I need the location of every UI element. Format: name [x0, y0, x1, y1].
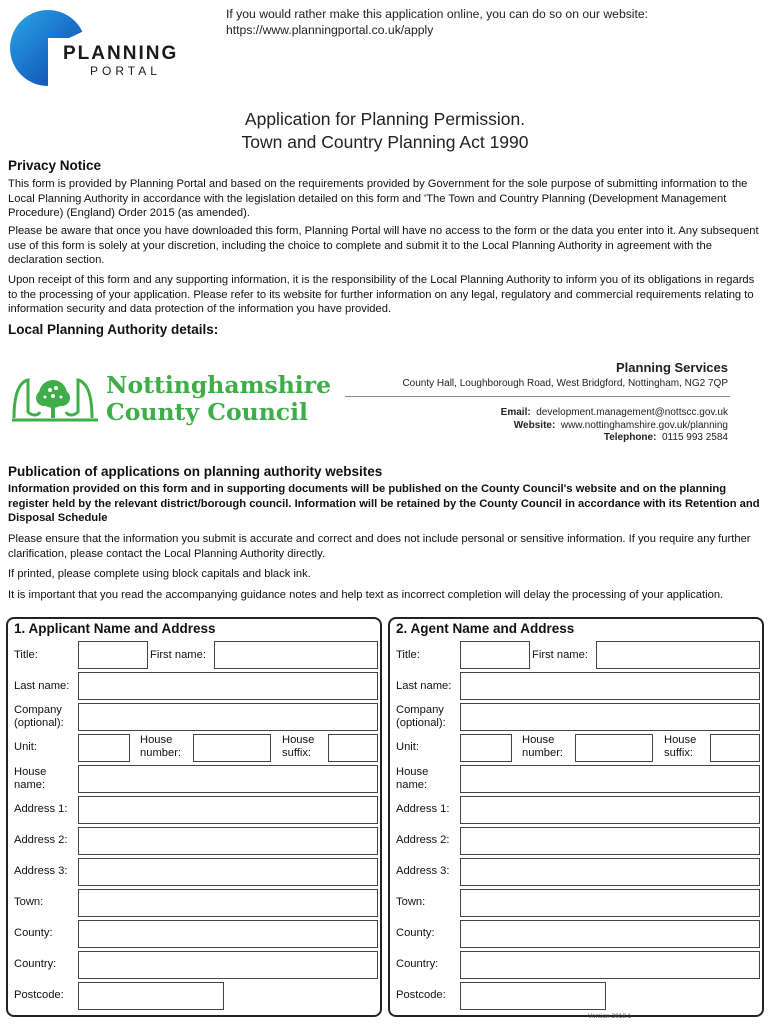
house-number-label-line-2: number:: [522, 746, 564, 759]
agent-last-name-input[interactable]: [460, 672, 760, 700]
council-name: [106, 372, 331, 426]
applicant-first-name-label: First name:: [150, 649, 206, 661]
logo-text-planning: PLANNING: [63, 43, 179, 64]
agent-address3-input[interactable]: [460, 858, 760, 886]
agent-company-input[interactable]: [460, 703, 760, 731]
website-label: Website:: [513, 419, 556, 431]
agent-title-label: Title:: [396, 649, 420, 661]
house-name-label-line-2: name:: [396, 778, 428, 791]
council-telephone: 0115 993 2584: [662, 432, 728, 443]
planning-services-title: Planning Services: [616, 360, 728, 375]
applicant-house-number-input[interactable]: [193, 734, 271, 762]
privacy-para-2: Please be aware that once you have downloaded this form, Planning Portal will have no access to the form or the data you enter into it. Any subsequent use of this form is solely at your discretion, including the choice to complete and submit it to the Local Planning Authority in agreement with the declaration section.: [8, 225, 759, 267]
agent-first-name-label: First name:: [532, 649, 588, 661]
publication-para-1: Please ensure that the information you submit is accurate and correct and does not include personal or sensitive information. If you require any further clarification, please contact the Local Planning Authority directly.: [8, 533, 751, 560]
agent-address1-label: Address 1:: [396, 803, 450, 815]
agent-house-number-input[interactable]: [575, 734, 653, 762]
agent-postcode-input[interactable]: [460, 982, 606, 1010]
applicant-first-name-input[interactable]: [214, 641, 378, 669]
company-label-line-1: Company: [14, 704, 62, 716]
agent-country-label: Country:: [396, 958, 439, 970]
agent-company-label: [396, 704, 446, 729]
agent-house-suffix-label: [664, 734, 696, 759]
applicant-house-suffix-input[interactable]: [328, 734, 378, 762]
agent-house-name-label: [396, 766, 428, 791]
applicant-unit-label: Unit:: [14, 741, 38, 753]
agent-county-input[interactable]: [460, 920, 760, 948]
agent-house-name-input[interactable]: [460, 765, 760, 793]
company-label-line-2: (optional):: [396, 716, 446, 729]
page-title: [160, 108, 610, 154]
title-line-2: Town and Country Planning Act 1990: [241, 132, 529, 152]
applicant-last-name-input[interactable]: [78, 672, 378, 700]
applicant-town-input[interactable]: [78, 889, 378, 917]
agent-house-number-label: [522, 734, 563, 759]
council-email: development.management@nottscc.gov.uk: [536, 407, 728, 418]
telephone-label: Telephone:: [603, 432, 657, 443]
agent-title-input[interactable]: [460, 641, 530, 669]
applicant-house-name-label: [14, 766, 46, 791]
telephone-row: [501, 432, 728, 445]
applicant-address3-input[interactable]: [78, 858, 378, 886]
applicant-town-label: Town:: [14, 896, 44, 908]
house-label-line-1: House: [282, 734, 315, 746]
agent-section-title: 2. Agent Name and Address: [396, 621, 575, 636]
applicant-postcode-input[interactable]: [78, 982, 224, 1010]
council-name-line-2: County Council: [106, 398, 308, 426]
divider: [345, 396, 730, 397]
applicant-country-label: Country:: [14, 958, 57, 970]
applicant-address3-label: Address 3:: [14, 865, 68, 877]
agent-address2-label: Address 2:: [396, 834, 450, 846]
publication-para-2: If printed, please complete using block capitals and black ink.: [8, 568, 311, 580]
house-label-line-1: House: [14, 766, 47, 778]
applicant-address1-input[interactable]: [78, 796, 378, 824]
applicant-company-input[interactable]: [78, 703, 378, 731]
agent-county-label: County:: [396, 927, 435, 939]
agent-section: [388, 617, 764, 1017]
title-line-1: Application for Planning Permission.: [244, 109, 526, 129]
council-contact: [501, 407, 728, 445]
applicant-house-suffix-label: [282, 734, 314, 759]
applicant-county-label: County:: [14, 927, 53, 939]
applicant-address2-input[interactable]: [78, 827, 378, 855]
agent-town-input[interactable]: [460, 889, 760, 917]
council-tree-icon: [10, 372, 102, 424]
privacy-heading: Privacy Notice: [8, 158, 102, 173]
logo-text-portal: PORTAL: [90, 64, 161, 78]
applicant-house-number-label: [140, 734, 181, 759]
applicant-last-name-label: Last name:: [14, 680, 70, 692]
lpa-heading: Local Planning Authority details:: [8, 322, 219, 337]
agent-house-suffix-input[interactable]: [710, 734, 760, 762]
house-label-line-1: House: [664, 734, 697, 746]
publication-notice: Information provided on this form and in supporting documents will be published on the County Council's website and on the planning register held by the relevant district/borough council. Information will be retained by the County Council in accordance with its Retention and Disposal Schedule: [8, 483, 760, 525]
house-suffix-label-line-2: suffix:: [282, 746, 312, 759]
applicant-address1-label: Address 1:: [14, 803, 68, 815]
online-application-note: If you would rather make this application online, you can do so on our website: https://www.planningportal.co.uk/apply: [226, 7, 649, 37]
email-row: [501, 407, 728, 420]
agent-last-name-label: Last name:: [396, 680, 452, 692]
applicant-title-input[interactable]: [78, 641, 148, 669]
applicant-title-label: Title:: [14, 649, 38, 661]
publication-heading: Publication of applications on planning authority websites: [8, 464, 383, 479]
agent-address1-input[interactable]: [460, 796, 760, 824]
house-label-line-1: House: [396, 766, 429, 778]
agent-address3-label: Address 3:: [396, 865, 450, 877]
agent-postcode-label: Postcode:: [396, 989, 446, 1001]
house-suffix-label-line-2: suffix:: [664, 746, 694, 759]
publication-para-3: It is important that you read the accompanying guidance notes and help text as incorrect completion will delay the processing of your application.: [8, 589, 724, 601]
agent-town-label: Town:: [396, 896, 426, 908]
applicant-unit-input[interactable]: [78, 734, 130, 762]
applicant-company-label: [14, 704, 64, 729]
house-number-label-line-2: number:: [140, 746, 182, 759]
email-label: Email:: [500, 407, 531, 418]
applicant-country-input[interactable]: [78, 951, 378, 979]
council-address: County Hall, Loughborough Road, West Bridgford, Nottingham, NG2 7QP: [402, 378, 728, 389]
privacy-para-3: Upon receipt of this form and any supporting information, it is the responsibility of the Local Planning Authority to inform you of its obligations in regards to the processing of your application. Please refer to its website for further information on any legal, regulatory and commercial requirements relating to information security and data protection of the information you have provided.: [8, 274, 755, 316]
agent-address2-input[interactable]: [460, 827, 760, 855]
version-label: Version 2018.1: [588, 1013, 632, 1020]
agent-unit-input[interactable]: [460, 734, 512, 762]
house-label-line-1: House: [140, 734, 173, 746]
privacy-para-1: This form is provided by Planning Portal and based on the requirements provided by Government for the sole purpose of submitting information to the Local Planning Authority in accordance with the legislation detailed on this form and 'The Town and Country Planning (Development Management Procedure) (England) Order 2015 (as amended).: [8, 178, 748, 220]
applicant-section-title: 1. Applicant Name and Address: [14, 621, 216, 636]
applicant-section: [6, 617, 382, 1017]
agent-country-input[interactable]: [460, 951, 760, 979]
website-row: [501, 420, 728, 433]
company-label-line-2: (optional):: [14, 716, 64, 729]
company-label-line-1: Company: [396, 704, 444, 716]
applicant-county-input[interactable]: [78, 920, 378, 948]
applicant-address2-label: Address 2:: [14, 834, 68, 846]
agent-unit-label: Unit:: [396, 741, 420, 753]
applicant-house-name-input[interactable]: [78, 765, 378, 793]
council-website: www.nottinghamshire.gov.uk/planning: [560, 419, 728, 431]
council-name-line-1: Nottinghamshire: [106, 371, 332, 399]
house-label-line-1: House: [522, 734, 555, 746]
applicant-postcode-label: Postcode:: [14, 989, 64, 1001]
agent-first-name-input[interactable]: [596, 641, 760, 669]
house-name-label-line-2: name:: [14, 778, 46, 791]
